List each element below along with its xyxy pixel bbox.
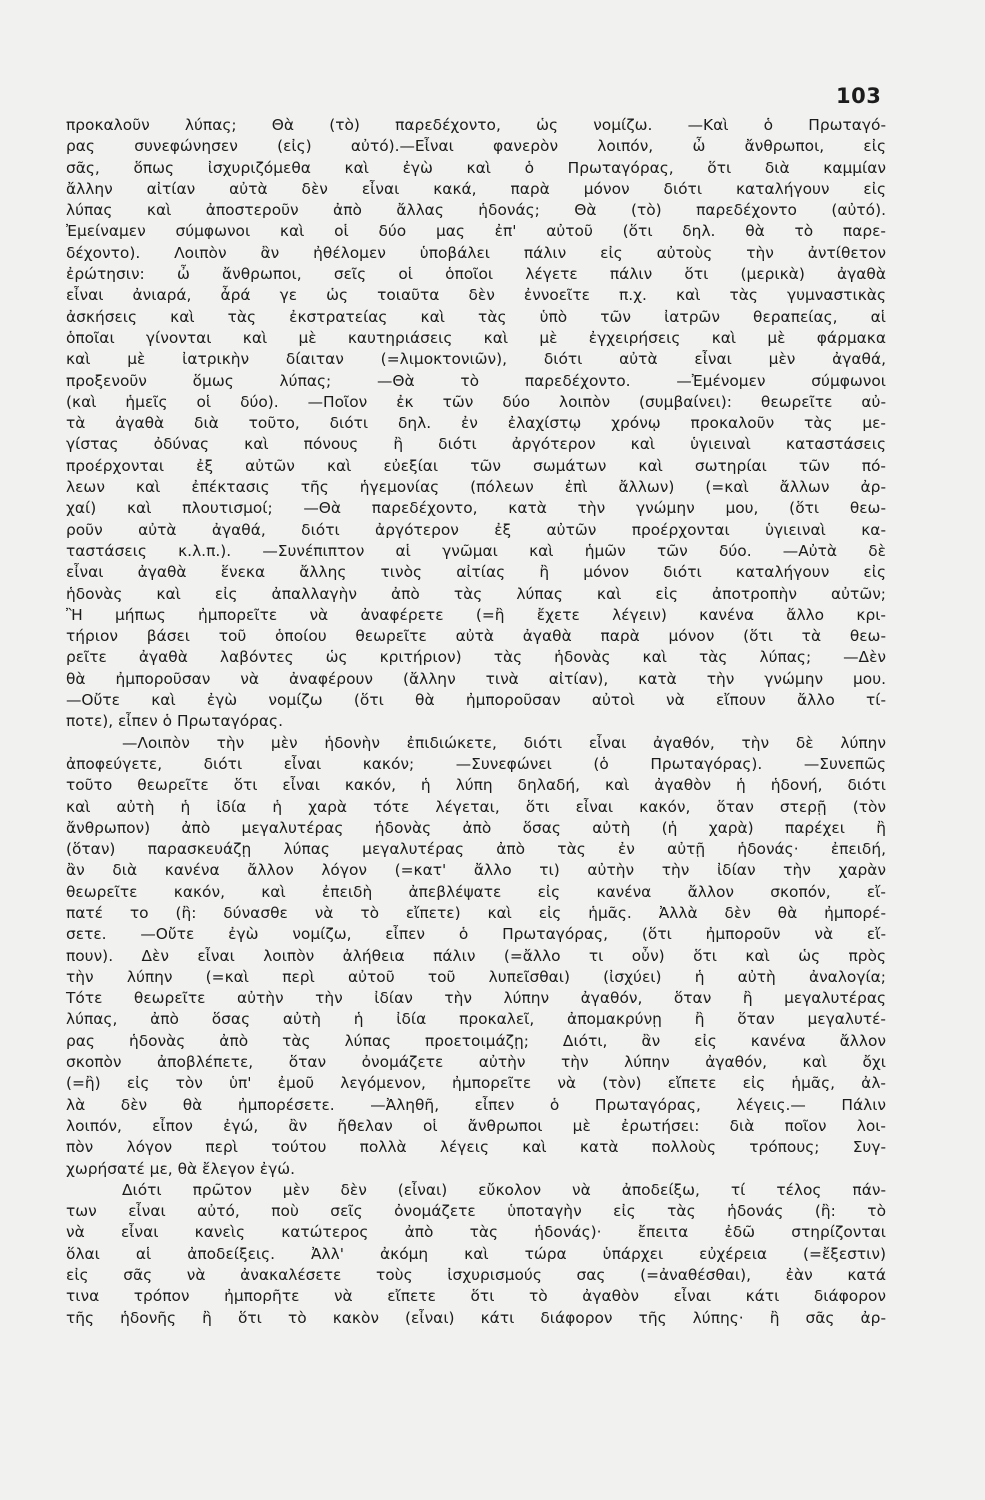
text-line: προκαλοῦν λύπας; Θὰ (τὸ) παρεδέχοντο, ὡς νομίζω. —Καὶ ὁ Πρωταγό-	[66, 116, 886, 134]
text-line: σετε. —Οὔτε ἐγὼ νομίζω, εἶπεν ὁ Πρωταγόρας, (ὅτι ἠμποροῦν νὰ εἴ-	[66, 925, 886, 944]
text-line: ροῦν αὐτὰ ἀγαθά, διότι ἀργότερον ἐξ αὐτῶν προέρχονται ὑγιειναὶ κα-	[66, 520, 886, 539]
text-line: (καὶ ἡμεῖς οἱ δύο). —Ποῖον ἐκ τῶν δύο λοιπὸν (συμβαίνει): θεωρεῖτε αὐ-	[66, 392, 886, 411]
text-line: τὴν λύπην (=καὶ περὶ αὐτοῦ τοῦ λυπεῖσθαι) (ἰσχύει) ἡ αὐτὴ ἀναλογία;	[66, 967, 886, 986]
text-line: ἂν διὰ κανένα ἄλλον λόγον (=κατ' ἄλλο τι) αὐτὴν τὴν ἰδίαν τὴν χαρὰν	[66, 861, 886, 880]
text-line: (ὅταν) παρασκευάζῃ λύπας μεγαλυτέρας ἀπὸ τὰς ἐν αὐτῇ ἡδονάς· ἐπειδή,	[66, 840, 886, 859]
text-line: Διότι πρῶτον μὲν δὲν (εἶναι) εὔκολον νὰ ἀποδείξω, τί τέλος πάν-	[122, 1180, 886, 1199]
text-line: σᾶς, ὅπως ἰσχυριζόμεθα καὶ ἐγὼ καὶ ὁ Πρωταγόρας, ὅτι διὰ καμμίαν	[66, 158, 886, 177]
text-line: —Οὔτε καὶ ἐγὼ νομίζω (ὅτι θὰ ἠμποροῦσαν αὐτοὶ νὰ εἴπουν ἄλλο τί-	[66, 691, 886, 710]
text-line: ἄλλην αἰτίαν αὐτὰ δὲν εἶναι κακά, παρὰ μόνον διότι καταλήγουν εἰς	[66, 179, 886, 198]
text-line: ἄνθρωπον) ἀπὸ μεγαλυτέρας ἡδονὰς ἀπὸ ὅσας αὐτὴ (ἡ χαρὰ) παρέχει ἢ	[66, 818, 886, 837]
text-line: ρας συνεφώνησεν (εἰς) αὐτό).—Εἶναι φανερὸν λοιπόν, ὦ ἄνθρωποι, εἰς	[66, 137, 886, 156]
text-line: πουν). Δὲν εἶναι λοιπὸν ἀλήθεια πάλιν (=ἄλλο τι οὖν) ὅτι καὶ ὡς πρὸς	[66, 946, 886, 965]
text-line: ἡδονὰς καὶ εἰς ἀπαλλαγὴν ἀπὸ τὰς λύπας καὶ εἰς ἀποτροπὴν αὐτῶν;	[66, 584, 886, 603]
text-line: τὰ ἀγαθὰ διὰ τοῦτο, διότι δηλ. ἐν ἐλαχίστῳ χρόνῳ προκαλοῦν τὰς με-	[66, 414, 886, 433]
text-line: Τότε θεωρεῖτε αὐτὴν τὴν ἰδίαν τὴν λύπην ἀγαθόν, ὅταν ἢ μεγαλυτέρας	[66, 989, 886, 1008]
text-line: εἶναι ἀγαθὰ ἕνεκα ἄλλης τινὸς αἰτίας ἢ μόνον διότι καταλήγουν εἰς	[66, 563, 886, 582]
text-line: τῆς ἡδονῆς ἢ ὅτι τὸ κακὸν (εἶναι) κάτι διάφορον τῆς λύπης· ἢ σᾶς ἀρ-	[66, 1308, 886, 1327]
text-line: πὸν λόγον περὶ τούτου πολλὰ λέγεις καὶ κατὰ πολλοὺς τρόπους; Συγ-	[66, 1138, 886, 1157]
text-line: χαί) καὶ πλουτισμοί; —Θὰ παρεδέχοντο, κατὰ τὴν γνώμην μου, (ὅτι θεω-	[66, 499, 886, 518]
text-line: χωρήσατέ με, θὰ ἔλεγον ἐγώ.	[66, 1159, 295, 1178]
text-line: λύπας, ἀπὸ ὅσας αὐτὴ ἡ ἰδία προκαλεῖ, ἀπομακρύνῃ ἢ ὅταν μεγαλυτέ-	[66, 1010, 886, 1029]
text-line: προέρχονται ἐξ αὐτῶν καὶ εὐεξίαι τῶν σωμάτων καὶ σωτηρίαι τῶν πό-	[66, 456, 886, 475]
text-line: τήριον βάσει τοῦ ὁποίου θεωρεῖτε αὐτὰ ἀγαθὰ παρὰ μόνον (ὅτι τὰ θεω-	[66, 627, 886, 646]
text-line: ἀσκήσεις καὶ τὰς ἐκστρατείας καὶ τὰς ὑπὸ τῶν ἰατρῶν θεραπείας, αἱ	[66, 307, 886, 326]
text-line: ρας ἡδονὰς ἀπὸ τὰς λύπας προετοιμάζῃ; Διότι, ἂν εἰς κανένα ἄλλον	[66, 1031, 886, 1050]
text-line: νὰ εἶναι κανεὶς κατώτερος ἀπὸ τὰς ἡδονάς)· ἔπειτα ἐδῶ στηρίζονται	[66, 1223, 886, 1242]
text-line: λύπας καὶ ἀποστεροῦν ἀπὸ ἄλλας ἡδονάς; Θὰ (τὸ) παρεδέχοντο (αὐτό).	[66, 201, 886, 220]
text-line: προξενοῦν ὅμως λύπας; —Θὰ τὸ παρεδέχοντο. —Ἐμένομεν σύμφωνοι	[66, 371, 886, 390]
text-line: ὁποῖαι γίνονται καὶ μὲ καυτηριάσεις καὶ μὲ ἐγχειρήσεις καὶ μὲ φάρμακα	[66, 328, 886, 347]
text-line: καὶ αὐτὴ ἡ ἰδία ἡ χαρὰ τότε λέγεται, ὅτι εἶναι κακόν, ὅταν στερῇ (τὸν	[66, 797, 886, 816]
text-line: τοῦτο θεωρεῖτε ὅτι εἶναι κακόν, ἡ λύπη δηλαδή, καὶ ἀγαθὸν ἡ ἡδονή, διότι	[66, 776, 886, 795]
text-line: δέχοντο). Λοιπὸν ἂν ἠθέλομεν ὑποβάλει πάλιν εἰς αὐτοὺς τὴν ἀντίθετον	[66, 243, 886, 262]
text-line: θὰ ἠμποροῦσαν νὰ ἀναφέρουν (ἄλλην τινὰ αἰτίαν), κατὰ τὴν γνώμην μου.	[66, 669, 886, 688]
text-line: σκοπὸν ἀποβλέπετε, ὅταν ὀνομάζετε αὐτὴν τὴν λύπην ἀγαθόν, καὶ ὄχι	[66, 1053, 886, 1072]
text-line: καὶ μὲ ἰατρικὴν δίαιταν (=λιμοκτονιῶν), διότι αὐτὰ εἶναι μὲν ἀγαθά,	[66, 350, 886, 369]
text-line: των εἶναι αὐτό, ποὺ σεῖς ὀνομάζετε ὑποταγὴν εἰς τὰς ἡδονάς (ἢ: τὸ	[66, 1202, 886, 1221]
text-line: ταστάσεις κ.λ.π.). —Συνέπιπτον αἱ γνῶμαι καὶ ἡμῶν τῶν δύο. —Αὐτὰ δὲ	[66, 541, 886, 560]
text-line: γίστας ὀδύνας καὶ πόνους ἢ διότι ἀργότερον καὶ ὑγιειναὶ καταστάσεις	[66, 435, 886, 454]
text-line: —Λοιπὸν τὴν μὲν ἡδονὴν ἐπιδιώκετε, διότι εἶναι ἀγαθόν, τὴν δὲ λύπην	[122, 733, 886, 752]
text-line: ποτε), εἶπεν ὁ Πρωταγόρας.	[66, 712, 283, 731]
text-line: πατέ το (ἢ: δύνασθε νὰ τὸ εἴπετε) καὶ εἰς ἡμᾶς. Ἀλλὰ δὲν θὰ ἠμπορέ-	[66, 903, 886, 922]
text-line: ἀποφεύγετε, διότι εἶναι κακόν; —Συνεφώνει (ὁ Πρωταγόρας). —Συνεπῶς	[66, 754, 886, 773]
text-line: λοιπόν, εἶπον ἐγώ, ἂν ἤθελαν οἱ ἄνθρωποι μὲ ἐρωτήσει: διὰ ποῖον λοι-	[66, 1116, 886, 1135]
text-line: εἶναι ἀνιαρά, ἆρά γε ὡς τοιαῦτα δὲν ἐννοεῖτε π.χ. καὶ τὰς γυμναστικὰς	[66, 286, 886, 305]
page-number: 103	[836, 84, 882, 108]
text-line: Ἐμείναμεν σύμφωνοι καὶ οἱ δύο μας ἐπ' αὐτοῦ (ὅτι δηλ. θὰ τὸ παρε-	[66, 222, 886, 241]
text-line: εἰς σᾶς νὰ ἀνακαλέσετε τοὺς ἰσχυρισμούς σας (=ἀναθέσθαι), ἐὰν κατά	[66, 1266, 886, 1285]
text-line: (=ἢ) εἰς τὸν ὑπ' ἐμοῦ λεγόμενον, ἠμπορεῖτε νὰ (τὸν) εἴπετε εἰς ἡμᾶς, ἀλ-	[66, 1074, 886, 1093]
text-line: θεωρεῖτε κακόν, καὶ ἐπειδὴ ἀπεβλέψατε εἰς κανένα ἄλλον σκοπόν, εἴ-	[66, 882, 886, 901]
text-line: λεων καὶ ἐπέκτασις τῆς ἡγεμονίας (πόλεων ἐπὶ ἄλλων) (=καὶ ἄλλων ἀρ-	[66, 478, 886, 497]
text-line: τινα τρόπον ἠμπορῆτε νὰ εἴπετε ὅτι τὸ ἀγαθὸν εἶναι κάτι διάφορον	[66, 1287, 886, 1306]
text-line: ὅλαι αἱ ἀποδείξεις. Ἀλλ' ἀκόμη καὶ τώρα ὑπάρχει εὐχέρεια (=ἔξεστιν)	[66, 1244, 886, 1263]
text-line: ρεῖτε ἀγαθὰ λαβόντες ὡς κριτήριον) τὰς ἡδονὰς καὶ τὰς λύπας; —Δὲν	[66, 648, 886, 667]
text-line: Ἢ μήπως ἠμπορεῖτε νὰ ἀναφέρετε (=ἢ ἔχετε λέγειν) κανένα ἄλλο κρι-	[66, 605, 886, 624]
body-text	[66, 115, 886, 1329]
text-line: ἐρώτησιν: ὦ ἄνθρωποι, σεῖς οἱ ὁποῖοι λέγετε πάλιν ὅτι (μερικὰ) ἀγαθὰ	[66, 265, 886, 284]
text-line: λὰ δὲν θὰ ἠμπορέσετε. —Ἀληθῆ, εἶπεν ὁ Πρωταγόρας, λέγεις.— Πάλιν	[66, 1095, 886, 1114]
